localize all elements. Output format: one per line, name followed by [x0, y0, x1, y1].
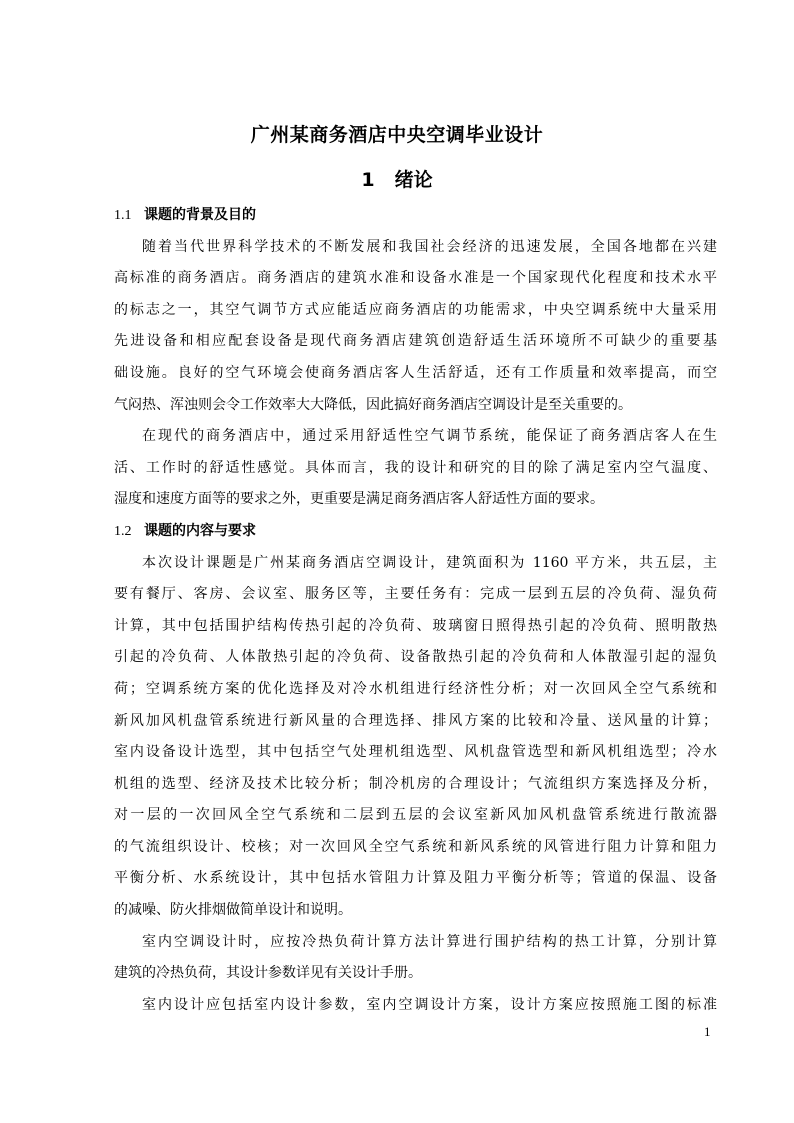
chapter-heading	[0, 165, 794, 192]
text-line: 活、工作时的舒适性感觉。具体而言，我的设计和研究的目的除了满足室内空气温度、	[114, 459, 717, 476]
section-heading	[114, 516, 717, 548]
paragraph	[114, 990, 717, 1022]
text-line: 先进设备和相应配套设备是现代商务酒店建筑创造舒适生活环境所不可缺少的重要基	[114, 333, 717, 350]
paragraph	[114, 548, 717, 927]
text-line: 湿度和速度方面等的要求之外，更重要是满足商务酒店客人舒适性方面的要求。	[114, 491, 604, 508]
text-line: 的气流组织设计、校核；对一次回风全空气系统和新风系统的风管进行阻力计算和阻力	[114, 838, 717, 855]
paragraph	[114, 927, 717, 990]
section-title: 课题的背景及目的	[144, 207, 256, 223]
section-heading	[114, 200, 717, 232]
text-line: 在现代的商务酒店中，通过采用舒适性空气调节系统，能保证了商务酒店客人在生	[142, 428, 717, 445]
page-number: 1	[704, 1024, 711, 1039]
text-line: 引起的冷负荷、人体散热引起的冷负荷、设备散热引起的冷负荷和人体散湿引起的湿负	[114, 649, 717, 666]
text-line: 的减噪、防火排烟做简单设计和说明。	[114, 902, 352, 919]
text-line: 机组的选型、经济及技术比较分析；制冷机房的合理设计；气流组织方案选择及分析，	[114, 775, 717, 792]
text-line: 荷；空调系统方案的优化选择及对冷水机组进行经济性分析；对一次回风全空气系统和	[114, 680, 717, 697]
paragraph	[114, 232, 717, 422]
text-line: 新风加风机盘管系统进行新风量的合理选择、排风方案的比较和冷量、送风量的计算；	[114, 712, 717, 729]
text-line: 要有餐厅、客房、会议室、服务区等，主要任务有：完成一层到五层的冷负荷、湿负荷	[114, 586, 717, 603]
text-line: 本次设计课题是广州某商务酒店空调设计，建筑面积为 1160 平方米，共五层，主	[142, 554, 717, 571]
text-line: 础设施。良好的空气环境会使商务酒店客人生活舒适，还有工作质量和效率提高，而空	[114, 364, 717, 381]
section-number: 1.1	[114, 208, 132, 223]
text-line: 气闷热、浑浊则会令工作效率大大降低，因此搞好商务酒店空调设计是至关重要的。	[114, 396, 632, 413]
section-title: 课题的内容与要求	[144, 522, 256, 539]
text-line: 室内设备设计选型，其中包括空气处理机组选型、风机盘管选型和新风机组选型；冷水	[114, 744, 717, 761]
document-body	[114, 200, 717, 1021]
text-line: 对一层的一次回风全空气系统和二层到五层的会议室新风加风机盘管系统进行散流器	[114, 807, 717, 824]
text-line: 的标志之一，其空气调节方式应能适应商务酒店的功能需求，中央空调系统中大量采用	[114, 301, 717, 318]
text-line: 随着当代世界科学技术的不断发展和我国社会经济的迅速发展，全国各地都在兴建	[142, 238, 717, 255]
text-line: 计算，其中包括围护结构传热引起的冷负荷、玻璃窗日照得热引起的冷负荷、照明散热	[114, 617, 717, 634]
text-line: 高标准的商务酒店。商务酒店的建筑水准和设备水准是一个国家现代化程度和技术水平	[114, 270, 717, 287]
text-line: 室内空调设计时，应按冷热负荷计算方法计算进行围护结构的热工计算，分别计算	[142, 933, 717, 950]
paragraph	[114, 421, 717, 516]
chapter-title: 绪论	[394, 169, 433, 191]
section-number: 1.2	[114, 523, 132, 539]
chapter-number: 1	[361, 169, 375, 191]
document-title: 广州某商务酒店中央空调毕业设计	[250, 124, 544, 146]
text-line: 建筑的冷热负荷，其设计参数详见有关设计手册。	[114, 965, 422, 982]
text-line: 室内设计应包括室内设计参数，室内空调设计方案，设计方案应按照施工图的标准	[142, 996, 717, 1013]
text-line: 平衡分析、水系统设计，其中包括水管阻力计算及阻力平衡分析等；管道的保温、设备	[114, 870, 717, 887]
